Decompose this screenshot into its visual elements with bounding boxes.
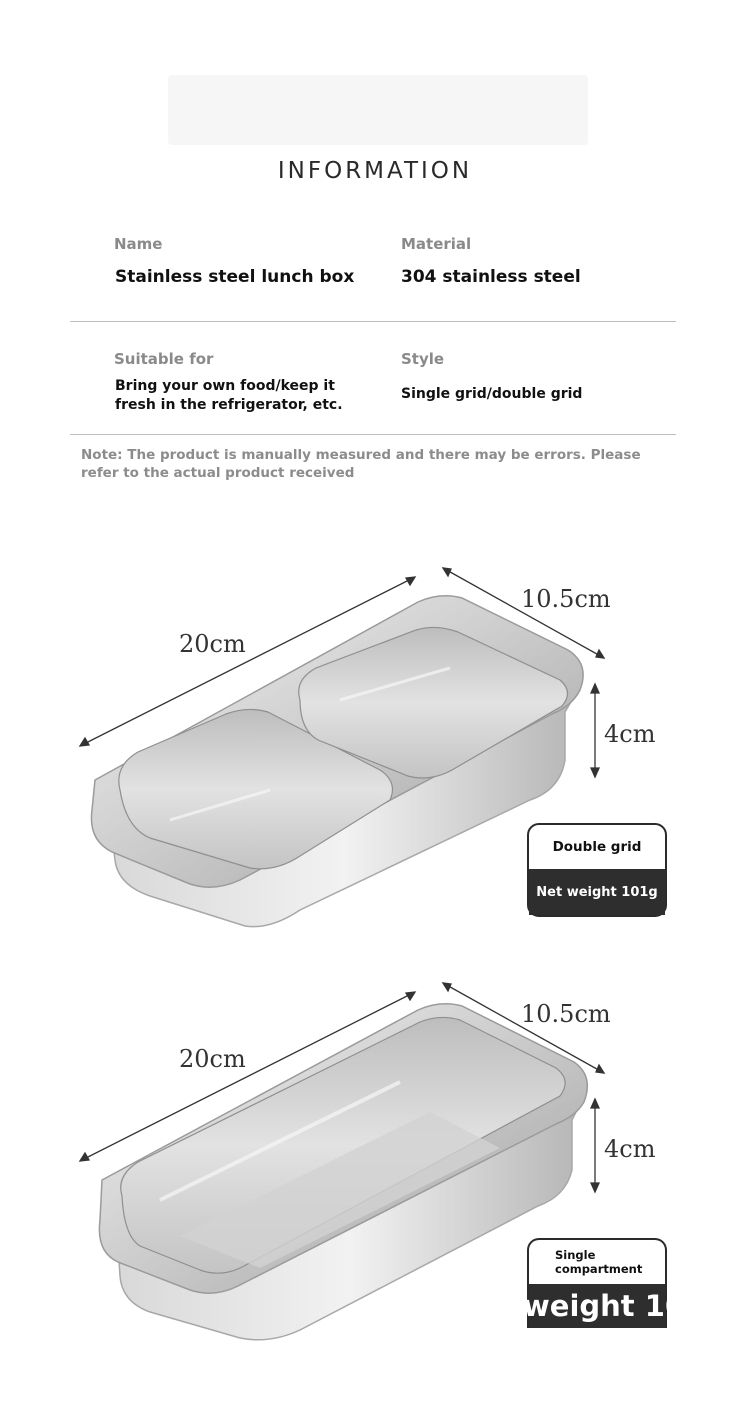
single-compartment-tag — [523, 1238, 706, 1328]
single-compartment-lunch-box-image — [99, 1004, 587, 1340]
tag-title: Double grid — [552, 839, 642, 855]
spec-suitable-value-line1: Bring your own food/keep it — [115, 378, 335, 394]
spec-material-value: 304 stainless steel — [401, 267, 581, 287]
spec-name-value: Stainless steel lunch box — [115, 267, 355, 287]
tag-weight: Net weight 101g — [529, 869, 665, 915]
spec-suitable-label: Suitable for — [114, 350, 214, 368]
width-label: 10.5cm — [521, 1000, 611, 1028]
spec-material-label: Material — [401, 235, 472, 253]
tag-title-line2: compartment — [555, 1262, 643, 1276]
tag-weight: weight 101 — [529, 1284, 665, 1328]
spec-style-label: Style — [401, 350, 445, 368]
spec-name-label: Name — [114, 235, 163, 253]
tag-title — [529, 1240, 665, 1284]
double-grid-tag — [527, 823, 667, 917]
length-label: 20cm — [179, 630, 246, 658]
width-label: 10.5cm — [521, 585, 611, 613]
tag-title-line1: Single — [555, 1248, 596, 1262]
double-grid-lunch-box-image — [91, 596, 583, 927]
spec-style-value: Single grid/double grid — [401, 386, 583, 402]
length-label: 20cm — [179, 1045, 246, 1073]
measurement-note: Note: The product is manually measured and there may be errors. Please refer to the actual product received — [81, 447, 641, 481]
height-label: 4cm — [604, 1135, 656, 1163]
spec-suitable-value-line2: fresh in the refrigerator, etc. — [115, 397, 343, 413]
page-title: INFORMATION — [277, 158, 473, 184]
height-label: 4cm — [604, 720, 656, 748]
